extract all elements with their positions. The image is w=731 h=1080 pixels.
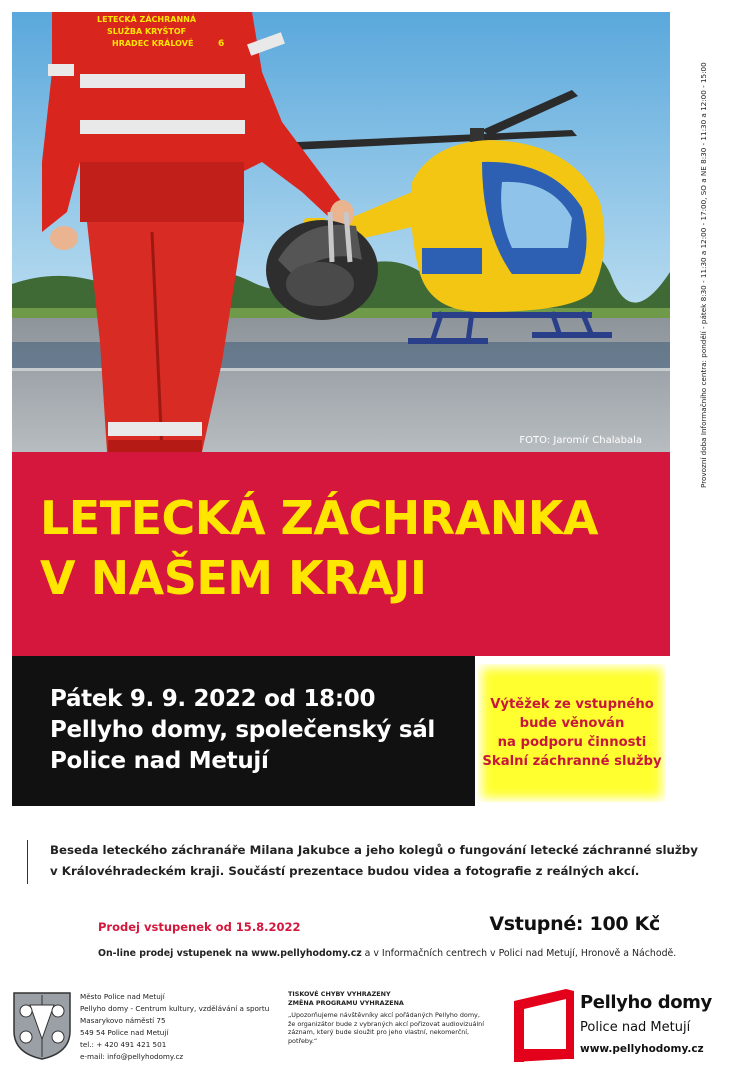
disclaimer-notes xyxy=(288,990,503,1045)
event-date: Pátek 9. 9. 2022 od 18:00 xyxy=(50,686,376,712)
logo-name: Pellyho domy xyxy=(580,992,712,1013)
charity-line-4: Skalní záchranné služby xyxy=(482,754,662,769)
logo-website-link[interactable]: www.pellyhodomy.cz xyxy=(580,1043,704,1055)
charity-note xyxy=(478,664,666,802)
notes-text-2: že organizátor bude z vybraných akcí pořizovat audiovizuální xyxy=(288,1019,484,1028)
notes-text-3: záznam, který bude sloužit pro jeho vlastní, nekomerční, xyxy=(288,1028,470,1037)
notes-text-4: potřeby.“ xyxy=(288,1036,318,1045)
town-crest-icon xyxy=(12,991,72,1061)
title-banner xyxy=(12,452,670,656)
pellyho-domy-logo-icon xyxy=(514,989,574,1062)
charity-line-3: na podporu činnosti xyxy=(497,735,647,750)
presale-date: Prodej vstupenek od 15.8.2022 xyxy=(98,920,301,934)
jacket-text-4: 6 xyxy=(218,39,225,49)
event-details xyxy=(12,656,475,806)
charity-line-2: bude věnován xyxy=(519,716,625,731)
online-sale-info xyxy=(98,948,676,959)
jacket-text-3: HRADEC KRÁLOVÉ xyxy=(112,39,194,48)
description-line-2: v Královéhradeckém kraji. Součástí prezentace budou videa a fotografie z reálných akcí. xyxy=(50,864,640,878)
contact-line-1: Město Police nad Metují xyxy=(80,992,165,1001)
jacket-text-2: SLUŽBA KRYŠTOF xyxy=(107,27,187,36)
rescuer-helicopter-illustration xyxy=(12,12,670,452)
photo-credit: FOTO: Jaromír Chalabala xyxy=(519,435,642,446)
event-description xyxy=(27,840,698,884)
logo-town: Police nad Metují xyxy=(580,1020,691,1035)
event-title-line-2: V NAŠEM KRAJI xyxy=(40,551,427,605)
contact-phone: tel.: + 420 491 421 501 xyxy=(80,1040,167,1049)
contact-email[interactable]: e-mail: info@pellyhodomy.cz xyxy=(80,1052,184,1061)
notes-heading-2: ZMĚNA PROGRAMU VYHRAZENA xyxy=(288,999,404,1007)
info-center-hours xyxy=(683,12,708,488)
notes-text-1: „Upozorňujeme návštěvníky akcí pořádaných Pellyho domy, xyxy=(288,1011,480,1019)
charity-line-1: Výtěžek ze vstupného xyxy=(490,697,654,712)
event-venue: Pellyho domy, společenský sál xyxy=(50,717,436,743)
notes-heading-1: TISKOVÉ CHYBY VYHRAZENY xyxy=(288,990,391,998)
online-sale-rest: a v Informačních centrech v Polici nad Metují, Hronově a Náchodě. xyxy=(361,948,677,959)
event-town: Police nad Metují xyxy=(50,748,269,774)
jacket-text-1: LETECKÁ ZÁCHRANNÁ xyxy=(97,15,197,24)
contact-block xyxy=(80,991,285,1063)
contact-line-2: Pellyho domy - Centrum kultury, vzdělávání a sportu xyxy=(80,1004,270,1013)
entry-fee: Vstupné: 100 Kč xyxy=(489,913,660,935)
hero-photo xyxy=(12,12,670,452)
info-center-hours-text: Provozní doba Informačního centra: pondělí - pátek 8:30 - 11:30 a 12:00 - 17:00, SO a NE 8:30 - 11:30 a 12:00 - 15:00 xyxy=(699,62,708,488)
description-line-1: Beseda leteckého záchranáře Milana Jakubce a jeho kolegů o fungování letecké záchranné služby xyxy=(50,843,698,857)
online-sale-link[interactable]: On-line prodej vstupenek na www.pellyhodomy.cz xyxy=(98,948,362,959)
contact-line-4: 549 54 Police nad Metují xyxy=(80,1028,169,1037)
contact-line-3: Masarykovo náměstí 75 xyxy=(80,1016,166,1025)
event-title-line-1: LETECKÁ ZÁCHRANKA xyxy=(40,491,599,545)
